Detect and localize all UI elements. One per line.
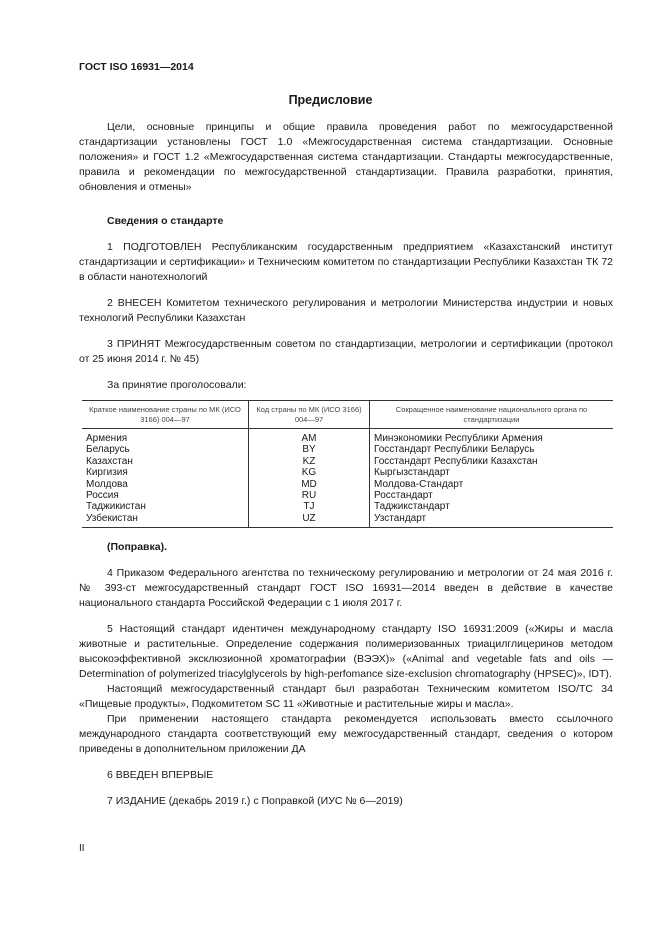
national-body-cell: Росстандарт — [370, 490, 614, 501]
country-code-cell: KG — [249, 467, 370, 478]
header-country-code: Код страны по МК (ИСО 3166) 004—97 — [249, 401, 370, 429]
page-number: II — [79, 843, 85, 854]
table-row — [82, 490, 613, 501]
national-body-cell: Таджикстандарт — [370, 501, 614, 512]
item-5-development-paragraph: Настоящий межгосударственный стандарт был разработан Техническим комитетом ISO/TC 34 «Пищевые продукты», Подкомитетом SC 11 «Животные и растительные жиры и масла». — [79, 683, 613, 711]
table-header-row — [82, 401, 613, 429]
item-1-paragraph: 1 ПОДГОТОВЛЕН Республиканским государственным предприятием «Казахстанский институт стандартизации и сертификации» и Техническим комитетом по стандартизации Республики Казахстан ТК 72 в области нанотехнологий — [79, 241, 613, 283]
country-code-cell: MD — [249, 479, 370, 490]
foreword-content — [79, 120, 613, 809]
country-name-cell: Армения — [86, 433, 128, 444]
voting-table — [82, 400, 613, 528]
item-7-paragraph: 7 ИЗДАНИЕ (декабрь 2019 г.) с Поправкой (ИУС № 6—2019) — [107, 795, 403, 808]
item-2-paragraph: 2 ВНЕСЕН Комитетом технического регулирования и метрологии Министерства индустрии и новых технологий Республики Казахстан — [79, 297, 613, 324]
table-row — [82, 429, 613, 445]
country-name-cell: Узбекистан — [82, 513, 249, 528]
country-name-cell: Таджикистан — [86, 501, 146, 513]
table-row — [82, 501, 613, 512]
country-name-cell: Киргизия — [86, 467, 128, 479]
item-4-paragraph: 4 Приказом Федерального агентства по техническому регулированию и метрологии от 24 мая 2016 г. № 393-ст межгосударственный стандарт ГОСТ ISO 16931—2014 введен в действие в качестве национального стандарта Российской Федерации с 1 июля 2017 г. — [79, 567, 613, 610]
country-code-cell: RU — [249, 490, 370, 501]
table-row — [82, 456, 613, 467]
country-name-cell: Россия — [86, 490, 119, 502]
table-row — [82, 479, 613, 490]
national-body-cell: Молдова-Стандарт — [370, 479, 614, 490]
header-country-name: Краткое наименование страны по МК (ИСО 3166) 004—97 — [82, 401, 249, 429]
item-5-application-paragraph: При применении настоящего стандарта рекомендуется использовать вместо ссылочного международного стандарта соответствующий ему межгосударственный стандарт, сведения о котором приведены в дополнительном приложении ДА — [79, 713, 613, 756]
national-body-cell: Узстандарт — [370, 513, 614, 528]
item-5-paragraph: 5 Настоящий стандарт идентичен международному стандарту ISO 16931:2009 («Жиры и масла животные и растительные. Определение содержания полимеризованных триацилглицеринов методом высокоэффективной эксклюзионной хроматографии (ВЭЭХ)» («Animal and vegetable fats and oils — Determination of polymerized triacylglycerols by high-perfomance size-exclusion chromatography (HPSEC)», IDT). — [79, 623, 613, 681]
country-name-cell: Молдова — [86, 478, 128, 490]
country-code-cell: UZ — [249, 513, 370, 528]
table-row — [82, 467, 613, 478]
national-body-cell: Кыргызстандарт — [370, 467, 614, 478]
document-header: ГОСТ ISO 16931—2014 — [79, 61, 194, 73]
country-name-cell: Беларусь — [86, 444, 130, 456]
national-body-cell: Минэкономики Республики Армения — [370, 429, 614, 445]
standard-info-heading: Сведения о стандарте — [107, 215, 224, 227]
national-body-cell: Госстандарт Республики Беларусь — [370, 444, 614, 455]
table-row — [82, 513, 613, 528]
item-3-paragraph: 3 ПРИНЯТ Межгосударственным советом по стандартизации, метрологии и сертификации (протокол от 25 июня 2014 г. № 45) — [79, 338, 613, 365]
country-code-cell: BY — [249, 444, 370, 455]
country-code-cell: TJ — [249, 501, 370, 512]
header-national-body: Сокращенное наименование национального органа по стандартизации — [370, 401, 614, 429]
country-name-cell: Казахстан — [86, 455, 133, 467]
table-row — [82, 444, 613, 455]
page-title: Предисловие — [288, 93, 373, 107]
country-code-cell: KZ — [249, 456, 370, 467]
national-body-cell: Госстандарт Республики Казахстан — [370, 456, 614, 467]
item-6-paragraph: 6 ВВЕДЕН ВПЕРВЫЕ — [107, 769, 214, 782]
country-code-cell: AM — [249, 429, 370, 445]
voted-label: За принятие проголосовали: — [107, 379, 247, 391]
intro-paragraph: Цели, основные принципы и общие правила проведения работ по межгосударственной стандартизации установлены ГОСТ 1.0 «Межгосударственная система стандартизации. Основные положения» и ГОСТ 1.2 «Межгосударственная система стандартизации. Стандарты межгосударственные, правила и рекомендации по межгосударственной стандартизации. Правила разработки, принятия, обновления и отмены» — [79, 121, 613, 193]
amendment-note: (Поправка). — [107, 541, 168, 554]
